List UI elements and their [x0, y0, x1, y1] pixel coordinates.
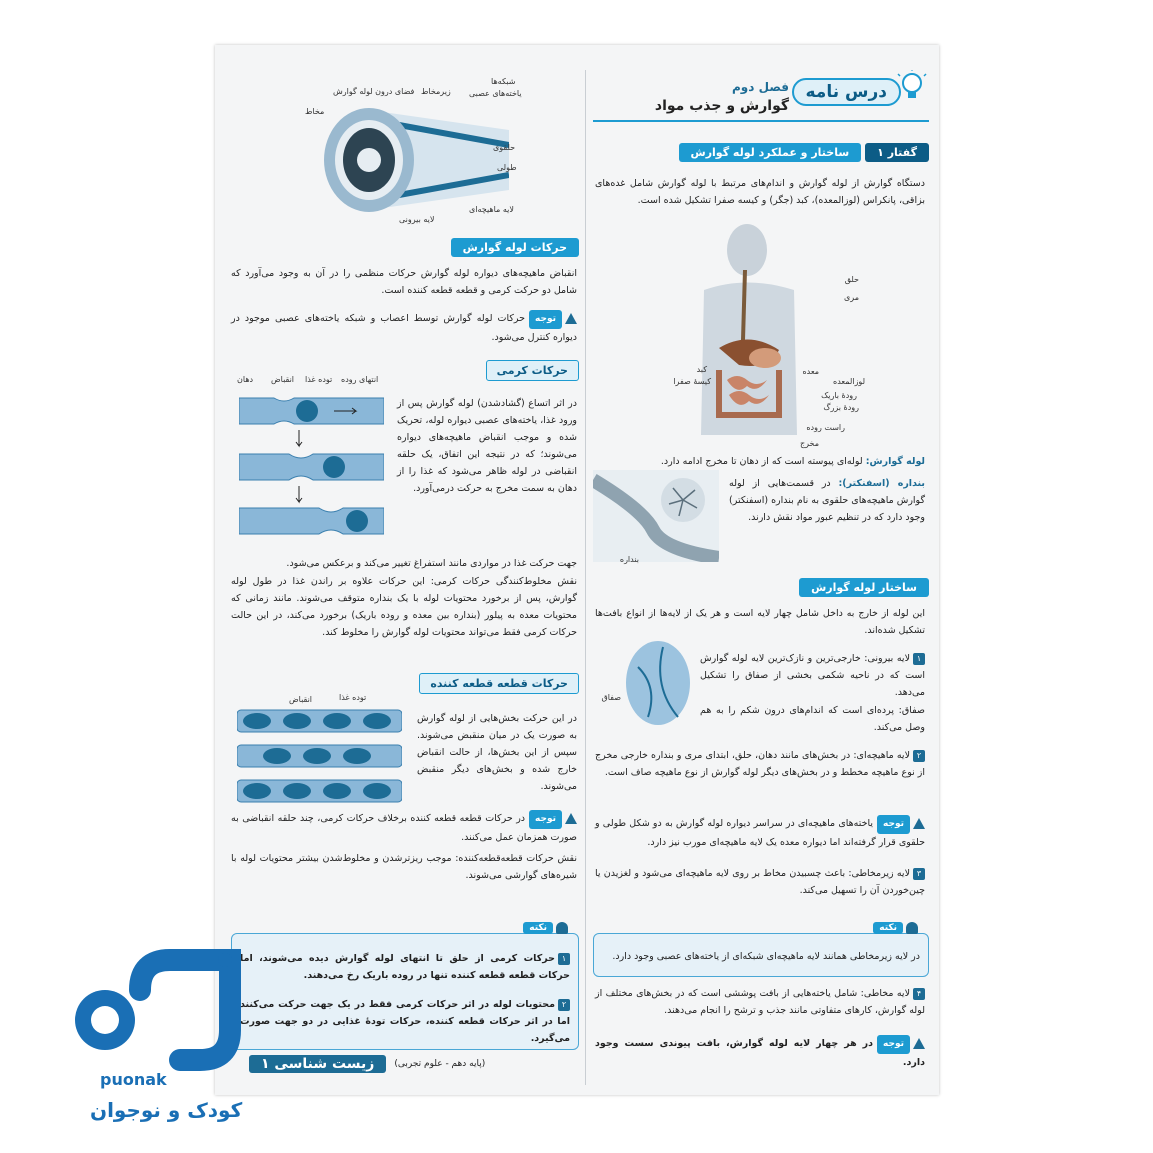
movements-note1-body: حرکات لوله گوارش توسط اعصاب و شبکه یاخته‌های عصبی موجود در دیواره کنترل می‌شود. [231, 313, 577, 343]
movements-title: حرکات لوله گوارش [451, 238, 579, 257]
label-large-intestine: رودهٔ بزرگ [823, 403, 859, 412]
segment-text: در این حرکت بخش‌هایی از لوله گوارش به صورت یک در میان منقبض می‌شوند. سپس از این بخش‌ها، از حالت انقباض خارج شده و بخش‌های دیگر منقبض می‌شوند. [417, 713, 577, 792]
peritoneum-text: صفاق: پرده‌ای است که اندام‌های درون شکم را به هم وصل می‌کند. [700, 705, 925, 733]
digestive-system-figure [679, 220, 829, 445]
label-pharynx: حلق [844, 275, 859, 284]
tip-box [593, 923, 929, 977]
mixing-text: نقش مخلوط‌کنندگی حرکات کرمی: این حرکات علاوه بر راندن غذا در طول لوله گوارش، پس از برخورد محتویات لوله با یک بنداره متوقف می‌شوند. مانند زمانی که محتویات معده به پیلور (بنداره بین معده و روده باریک) برخورد می‌کند، در این حالت حرکات کرمی فقط می‌تواند محتویات لوله گوارش را مخلوط کند. [231, 576, 577, 638]
layer2-body: لایه ماهیچه‌ای: در بخش‌های مانند دهان، حلق، ابتدای مری و بنداره خارجی مخرج از نوع ماهیچه مخطط و در بخش‌های دیگر لوله گوارش از نوع ماهیچه صاف است. [595, 750, 925, 778]
header-rule [593, 120, 929, 122]
label-rectum: راست روده [806, 423, 845, 432]
tip-tag: نکته [873, 922, 903, 934]
peristalsis-text: در اثر اتساع (گشادشدن) لوله گوارش پس از ورود غذا، یاخته‌های عصبی دیواره لوله، تحریک شده و موجب انقباض ماهیچه‌های دیواره می‌شوند؛ که در نتیجه این اتفاق، یک حلقه انقباضی در لوله ظاهر می‌شود که غذا را از دهان به سمت مخرج به حرکت درمی‌آورد. [397, 398, 577, 494]
note2-body: در هر چهار لایه لوله گوارش، بافت پیوندی سست وجود دارد. [595, 1038, 925, 1068]
section-number: گفتار ۱ [865, 143, 929, 162]
movements-note2-body: در حرکات قطعه قطعه کننده برخلاف حرکات کرمی، چند حلقه انقباضی به صورت همزمان عمل می‌کنند. [231, 813, 577, 843]
puonak-logo [60, 930, 290, 1140]
tube-term: لوله گوارش: [865, 456, 925, 467]
layer1-body: لایه بیرونی: خارجی‌ترین و نازک‌ترین لایه لوله گوارش است که در ناحیه شکمی بخشی از صفاق را تشکیل می‌دهد. [700, 653, 925, 698]
chapter-title: گوارش و جذب مواد [654, 98, 789, 114]
layer1-text [700, 650, 925, 701]
peri-label-mouth: دهان [237, 375, 254, 384]
label-gallbladder: کیسهٔ صفرا [673, 377, 711, 386]
note1-body: یاخته‌های ماهیچه‌ای در سراسر دیواره لوله گوارش به دو شکل طولی و حلقوی قرار گرفته‌اند اما دیواره معده یک لایه ماهیچه‌ای مورب نیز دارد. [595, 818, 925, 848]
attention-tag-3: توجه [529, 310, 562, 329]
segmentation-figure [237, 705, 402, 805]
layer3-number: ۳ [913, 868, 925, 880]
intro-paragraph: دستگاه گوارش از لوله گوارش و اندام‌های مرتبط با لوله گوارش شامل غده‌های بزاقی، پانکراس (لوزالمعده)، کبد (جگر) و کیسه صفرا تشکیل شده است. [595, 178, 925, 206]
footer-book: زیست شناسی ۱ [249, 1055, 386, 1073]
cs-label-circular: حلقوی [493, 143, 516, 152]
logo-english: puonak [100, 1070, 167, 1089]
lesson-header [593, 70, 929, 128]
warning-icon-2 [913, 1038, 925, 1049]
peristalsis-header [486, 360, 579, 381]
right-column [593, 65, 929, 1085]
seg-label-bolus: توده غذا [339, 693, 367, 702]
cs-label-neurons: یاخته‌های عصبی [469, 89, 522, 98]
item2-number: ۲ [558, 999, 570, 1011]
cs-label-outer: لایه بیرونی [399, 215, 435, 224]
segment-title: حرکات قطعه قطعه کننده [419, 673, 579, 694]
movements-header [451, 238, 579, 257]
sphincter-term: بنداره (اسفنکتر): [838, 478, 925, 489]
footer-grade: (پایه دهم - علوم تجربی) [394, 1059, 486, 1069]
cs-label-longitudinal: طولی [497, 163, 517, 172]
tip-text: در لایه زیرمخاطی همانند لایه ماهیچه‌ای شبکه‌ای از یاخته‌های عصبی وجود دارد. [612, 951, 920, 962]
cs-label-muscle: لایه ماهیچه‌ای [469, 205, 514, 214]
layer4-body: لایه مخاطی: شامل یاخته‌هایی از بافت پوششی است که در بخش‌های مختلف از لوله گوارش، کارهای متفاوتی مانند جذب و ترشح را انجام می‌دهند. [595, 988, 925, 1016]
brand-badge: درس نامه [792, 78, 902, 106]
lightbulb-icon [897, 70, 927, 104]
layer3-body: لایه زیرمخاطی: باعث چسبیدن مخاط بر روی لایه ماهیچه‌ای می‌شود و لغزیدن یا چین‌خوردن آن را تسهیل می‌کند. [595, 868, 925, 896]
textbook-page [215, 45, 939, 1095]
attention-tag: توجه [877, 815, 910, 834]
label-liver: کبد [696, 365, 707, 374]
section-title: ساختار و عملکرد لوله گوارش [679, 143, 862, 162]
item1-number: ۱ [558, 953, 570, 965]
chapter-label: فصل دوم [732, 80, 789, 94]
tube-text: لوله‌ای پیوسته است که از دهان تا مخرج ادامه دارد. [660, 456, 863, 467]
cs-label-submucosa: زیرمخاط [421, 87, 451, 96]
column-divider [585, 70, 586, 1085]
note1 [595, 815, 925, 851]
left-tip-tag: نکته [523, 922, 553, 934]
bell-icon [906, 922, 918, 934]
warning-icon-3 [565, 313, 577, 324]
bell-icon-2 [556, 922, 568, 934]
cs-label-networks: شبکه‌ها [491, 77, 516, 86]
layer2-number: ۲ [913, 750, 925, 762]
movements-intro: انقباض ماهیچه‌های دیواره لوله گوارش حرکات منظمی را در آن به وجود می‌آورد که شامل دو حرکت کرمی و قطعه قطعه کننده است. [231, 268, 577, 296]
warning-icon-4 [565, 813, 577, 824]
layer2-text [595, 747, 925, 781]
direction-text: جهت حرکت غذا در مواردی مانند استفراغ تغییر می‌کند و برعکس می‌شود. [286, 558, 577, 569]
label-anus: مخرج [799, 439, 819, 448]
structure-title: ساختار لوله گوارش [799, 578, 929, 597]
sphincter-text [729, 475, 925, 526]
tip-tag-wrap [869, 922, 918, 934]
sphincter-label: بنداره [619, 555, 639, 564]
item2-body: محتویات لوله در اثر حرکات کرمی فقط در یک جهت حرکت می‌کنند اما در اثر حرکات قطعه کننده، حرکات تودهٔ غذایی در دو جهت صورت می‌گیرد. [240, 999, 570, 1044]
label-esophagus: مری [844, 293, 859, 302]
warning-icon [913, 818, 925, 829]
layer4-number: ۴ [913, 988, 925, 1000]
cs-label-mucosa: مخاط [305, 107, 325, 116]
peri-label-bolus: توده غذا [305, 375, 333, 384]
section-header [679, 143, 929, 162]
peristalsis-title: حرکات کرمی [486, 360, 579, 381]
movements-note2 [231, 810, 577, 846]
attention-tag-2: توجه [877, 1035, 910, 1054]
item1-body: حرکات کرمی از حلق تا انتهای لوله گوارش دیده می‌شوند، اما حرکات قطعه قطعه کننده تنها در روده باریک رخ می‌دهند. [240, 953, 570, 981]
peritoneum-figure [623, 637, 693, 729]
seg-label-contraction: انقباض [289, 695, 313, 704]
tube-definition [595, 453, 925, 470]
movements-note1 [231, 310, 577, 346]
role-text: نقش حرکات قطعه‌قطعه‌کننده: موجب ریزترشدن و مخلوط‌شدن بیشتر محتویات لوله با شیره‌های گوارشی می‌شوند. [231, 853, 577, 881]
layer1-number: ۱ [913, 653, 925, 665]
segment-header [419, 673, 579, 694]
structure-intro: این لوله از خارج به داخل شامل چهار لایه است و هر یک از لایه‌ها از انواع بافت‌ها تشکیل شده‌اند. [595, 608, 925, 636]
sphincter-figure [593, 470, 719, 562]
note2 [595, 1035, 925, 1071]
label-pancreas: لوزالمعده [833, 377, 865, 386]
peri-label-contraction: انقباض [271, 375, 295, 384]
label-stomach: معده [802, 367, 819, 376]
label-small-intestine: رودهٔ باریک [821, 391, 857, 400]
structure-header [799, 578, 929, 597]
peritoneum-label: صفاق [601, 693, 621, 702]
peristalsis-figure [239, 390, 384, 540]
layer3-text [595, 865, 925, 899]
attention-tag-4: توجه [529, 810, 562, 829]
peri-label-end: انتهای روده [341, 375, 379, 384]
layer4-text [595, 985, 925, 1019]
logo-tagline: کودک و نوجوان [90, 1098, 243, 1122]
sphincter-body: در قسمت‌هایی از لوله گوارش ماهیچه‌های حلقوی به نام بنداره (اسفنکتر) وجود دارد که در تنظیم عبور مواد نقش دارند. [729, 478, 925, 523]
cs-label-lumen: فضای درون لوله گوارش [333, 87, 415, 96]
left-tip-tag-wrap [519, 922, 568, 934]
